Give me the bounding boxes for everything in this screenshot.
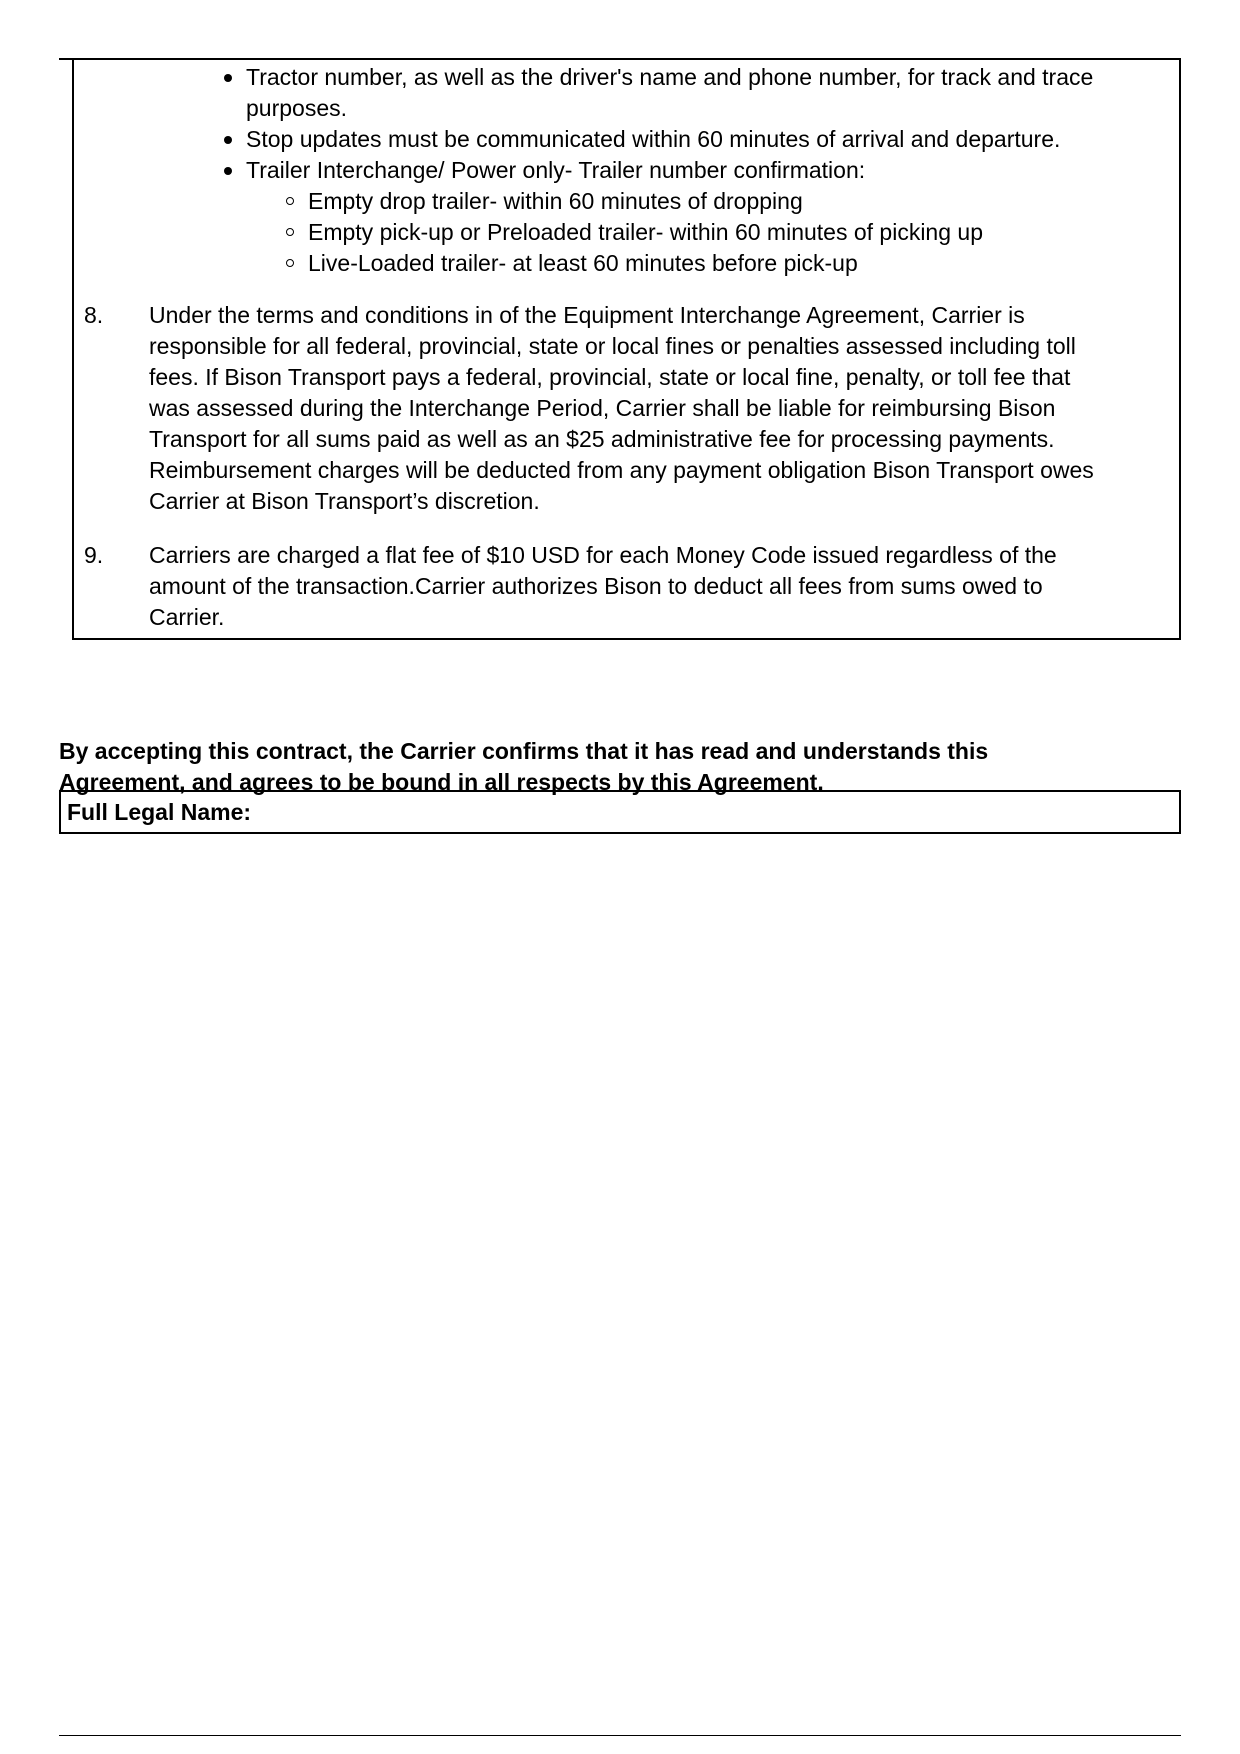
bullet-icon xyxy=(224,136,232,144)
list-item xyxy=(224,62,1093,124)
list-item xyxy=(224,124,1093,155)
sub-bullet-text: Empty drop trailer- within 60 minutes of dropping xyxy=(308,188,803,214)
hollow-bullet-icon xyxy=(286,259,294,267)
clause-line: Carrier. xyxy=(149,604,225,630)
sub-bullet-text: Live-Loaded trailer- at least 60 minutes before pick-up xyxy=(308,250,858,276)
clause-number: 8. xyxy=(84,302,104,328)
trailer-confirmation-sub-list xyxy=(286,186,1093,279)
bullet-line: Stop updates must be communicated within 60 minutes of arrival and departure. xyxy=(246,126,1061,152)
acceptance-line: By accepting this contract, the Carrier confirms that it has read and understands this xyxy=(59,738,989,764)
full-legal-name-field[interactable] xyxy=(59,790,1181,834)
clause-line: Transport for all sums paid as well as an $25 administrative fee for processing payments. xyxy=(149,426,1055,452)
bullet-line: Tractor number, as well as the driver's name and phone number, for track and trace xyxy=(246,64,1094,90)
hollow-bullet-icon xyxy=(286,228,294,236)
clause-body xyxy=(149,300,1094,517)
full-legal-name-label: Full Legal Name: xyxy=(67,799,252,825)
footer-divider xyxy=(59,1735,1181,1736)
clause-line: amount of the transaction.Carrier authorizes Bison to deduct all fees from sums owed to xyxy=(149,573,1043,599)
clause-line: Reimbursement charges will be deducted from any payment obligation Bison Transport owes xyxy=(149,457,1094,483)
terms-section xyxy=(72,58,1181,640)
bullet-icon xyxy=(224,167,232,175)
bullet-line: Trailer Interchange/ Power only- Trailer number confirmation: xyxy=(246,157,866,183)
list-item xyxy=(286,248,1093,279)
box-corner-rule xyxy=(59,58,73,60)
clause-line: Carrier at Bison Transport’s discretion. xyxy=(149,488,540,514)
sub-bullet-text: Empty pick-up or Preloaded trailer- within 60 minutes of picking up xyxy=(308,219,983,245)
clause-line: was assessed during the Interchange Period, Carrier shall be liable for reimbursing Bison xyxy=(149,395,1056,421)
list-item xyxy=(286,186,1093,217)
clause-body xyxy=(149,540,1057,633)
list-item xyxy=(286,217,1093,248)
clause-number: 9. xyxy=(84,542,104,568)
requirements-bullet-list xyxy=(224,62,1093,279)
bullet-icon xyxy=(224,74,232,82)
bullet-line: purposes. xyxy=(246,95,348,121)
clause-line: Carriers are charged a flat fee of $10 USD for each Money Code issued regardless of the xyxy=(149,542,1057,568)
list-item xyxy=(224,155,1093,186)
clause-line: responsible for all federal, provincial, state or local fines or penalties assessed including toll xyxy=(149,333,1076,359)
clause-line: fees. If Bison Transport pays a federal, provincial, state or local fine, penalty, or toll fee that xyxy=(149,364,1071,390)
clause-line: Under the terms and conditions in of the Equipment Interchange Agreement, Carrier is xyxy=(149,302,1025,328)
acceptance-line: Agreement, and agrees to be bound in all respects by this Agreement. xyxy=(59,769,824,795)
sub-list-container xyxy=(224,186,1093,279)
hollow-bullet-icon xyxy=(286,197,294,205)
acceptance-statement xyxy=(59,736,988,798)
